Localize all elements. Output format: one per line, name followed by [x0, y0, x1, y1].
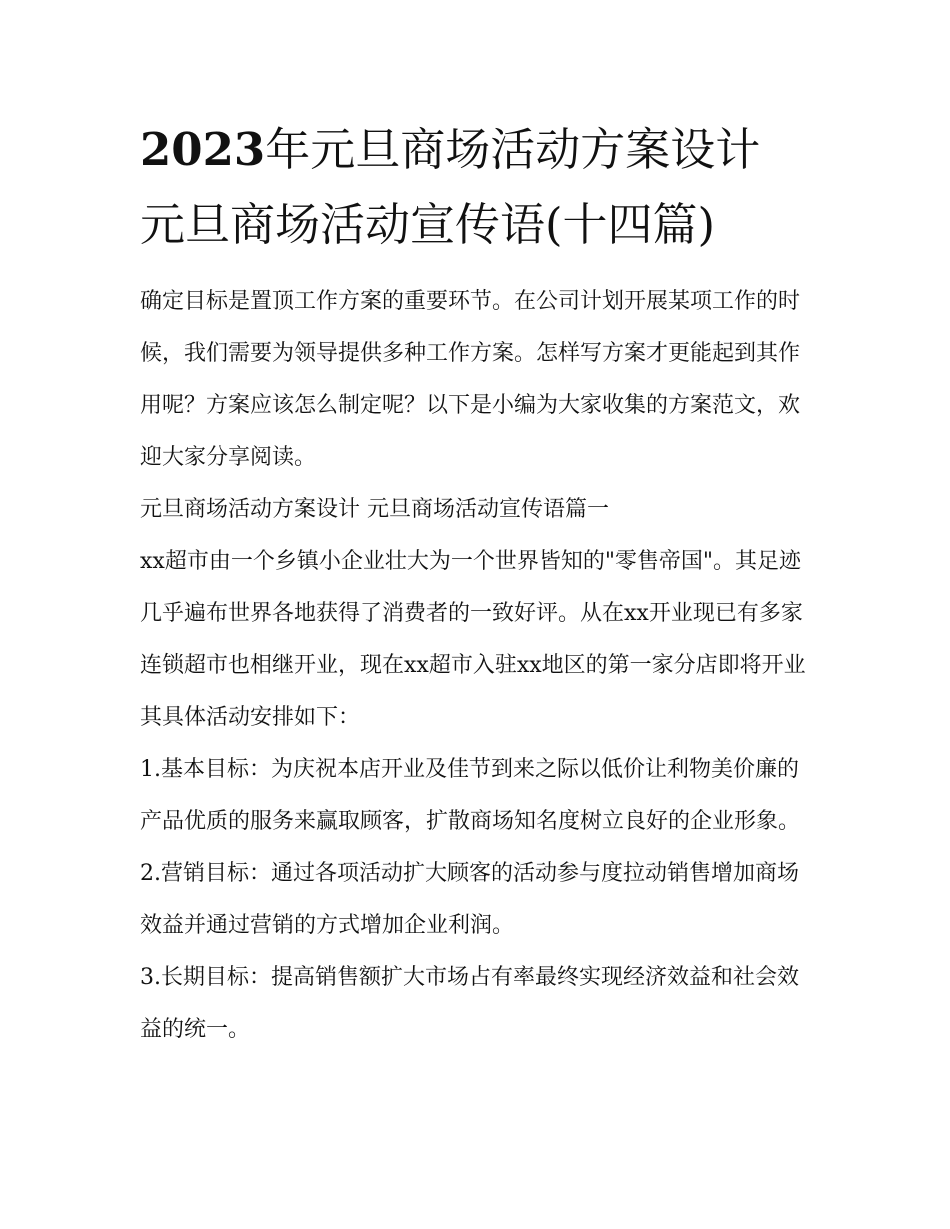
- title-line2: 元旦商场活动宣传语(十四篇): [140, 198, 716, 251]
- document-body: [140, 276, 820, 1056]
- paragraph-background: xx超市由一个乡镇小企业壮大为一个世界皆知的"零售帝国"。其足迹几乎遍布世界各地获得了消费者的一致好评。从在xx开业现已有多家连锁超市也相继开业，现在xx超市入驻xx地区的第一家分店即将开业其具体活动安排如下：: [140, 549, 806, 730]
- paragraph-intro: 确定目标是置顶工作方案的重要环节。在公司计划开展某项工作的时候，我们需要为领导提供多种工作方案。怎样写方案才更能起到其作用呢？方案应该怎么制定呢？以下是小编为大家收集的方案范文，欢迎大家分享阅读。: [140, 289, 801, 470]
- paragraph-goal-longterm: 3.长期目标：提高销售额扩大市场占有率最终实现经济效益和社会效益的统一。: [140, 965, 799, 1042]
- paragraph-goal-basic: 1.基本目标：为庆祝本店开业及佳节到来之际以低价让利物美价廉的产品优质的服务来赢取顾客，扩散商场知名度树立良好的企业形象。: [140, 757, 801, 834]
- paragraph-goal-marketing: 2.营销目标：通过各项活动扩大顾客的活动参与度拉动销售增加商场效益并通过营销的方式增加企业利润。: [140, 861, 799, 938]
- title-year: 2023: [140, 123, 266, 176]
- paragraph-section-heading: 元旦商场活动方案设计 元旦商场活动宣传语篇一: [140, 497, 609, 522]
- title-line1-rest: 年元旦商场活动方案设计: [265, 123, 761, 176]
- document-title: [140, 112, 820, 262]
